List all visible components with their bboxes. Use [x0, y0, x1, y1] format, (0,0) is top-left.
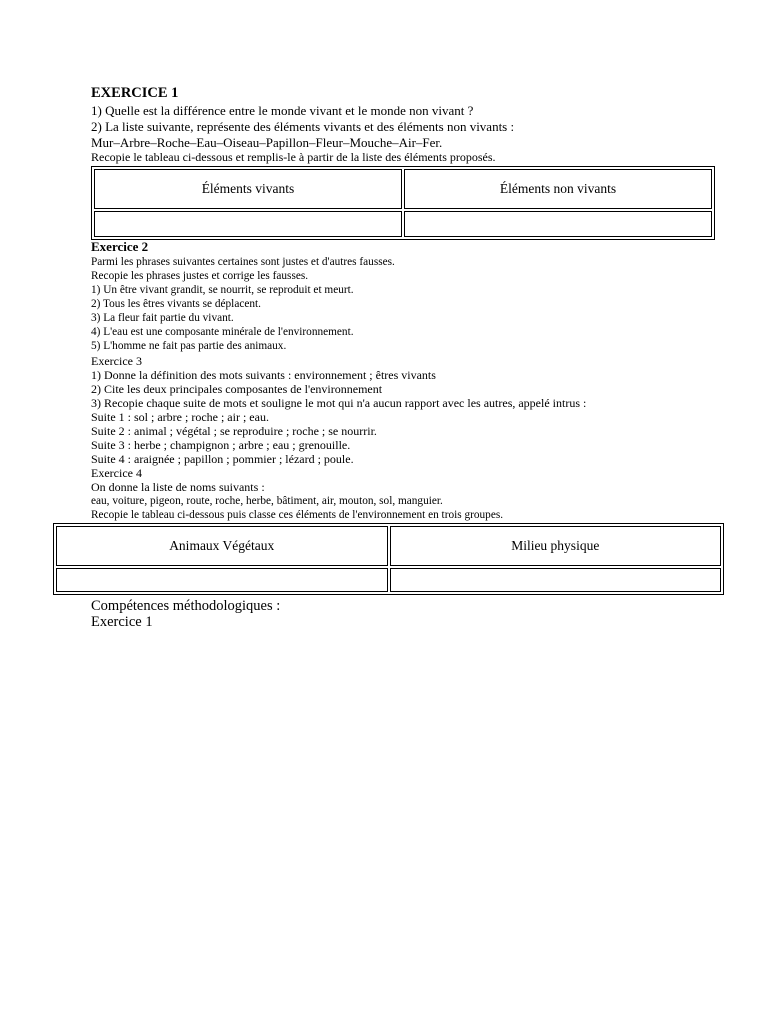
table-header-non-living: Éléments non vivants — [404, 169, 712, 209]
exercise1-instruction: Recopie le tableau ci-dessous et remplis-le à partir de la liste des éléments proposés. — [91, 150, 496, 164]
table-cell-animals-plants — [56, 568, 388, 592]
exercise3-suite: Suite 1 : sol ; arbre ; roche ; air ; eau. — [91, 410, 269, 424]
exercise4-title: Exercice 4 — [91, 466, 142, 480]
exercise1-table — [91, 166, 715, 240]
exercise2-item: 5) L'homme ne fait pas partie des animaux. — [91, 340, 287, 352]
table-cell-physical-environment — [390, 568, 722, 592]
exercise3-item: 1) Donne la définition des mots suivants : environnement ; êtres vivants — [91, 368, 436, 382]
exercise3-suite: Suite 4 : araignée ; papillon ; pommier ; lézard ; poule. — [91, 452, 354, 466]
exercise3-title: Exercice 3 — [91, 354, 142, 368]
exercise2-item: 3) La fleur fait partie du vivant. — [91, 312, 234, 324]
exercise4-list: eau, voiture, pigeon, route, roche, herbe, bâtiment, air, mouton, sol, manguier. — [91, 495, 443, 507]
exercise2-title: Exercice 2 — [91, 239, 149, 254]
exercise4-table — [53, 523, 724, 595]
exercise1-question-1: 1) Quelle est la différence entre le monde vivant et le monde non vivant ? — [91, 103, 474, 118]
exercise3-suite: Suite 2 : animal ; végétal ; se reproduire ; roche ; se nourrir. — [91, 424, 377, 438]
methodology-heading: Compétences méthodologiques : — [91, 598, 281, 614]
table-cell-non-living — [404, 211, 712, 237]
table-header-living: Éléments vivants — [94, 169, 402, 209]
exercise4-intro: On donne la liste de noms suivants : — [91, 480, 265, 494]
exercise3-item: 2) Cite les deux principales composantes de l'environnement — [91, 382, 383, 396]
table-empty-row — [94, 211, 712, 237]
methodology-exercise: Exercice 1 — [91, 614, 153, 630]
exercise1-question-2: 2) La liste suivante, représente des éléments vivants et des éléments non vivants : — [91, 119, 515, 134]
exercise3-suite: Suite 3 : herbe ; champignon ; arbre ; eau ; grenouille. — [91, 438, 351, 452]
table-header-animals-plants: Animaux Végétaux — [56, 526, 388, 566]
exercise2-instruction: Recopie les phrases justes et corrige les fausses. — [91, 270, 309, 282]
table-header-row — [94, 169, 712, 209]
exercise1-title: EXERCICE 1 — [91, 85, 179, 101]
table-header-physical-environment: Milieu physique — [390, 526, 722, 566]
exercise3-item: 3) Recopie chaque suite de mots et souligne le mot qui n'a aucun rapport avec les autres, appelé intrus : — [91, 396, 587, 410]
table-empty-row — [56, 568, 721, 592]
table-header-row — [56, 526, 721, 566]
table-cell-living — [94, 211, 402, 237]
exercise1-element-list: Mur–Arbre–Roche–Eau–Oiseau–Papillon–Fleur–Mouche–Air–Fer. — [91, 135, 443, 150]
exercise2-intro: Parmi les phrases suivantes certaines sont justes et d'autres fausses. — [91, 256, 395, 268]
exercise4-instruction: Recopie le tableau ci-dessous puis classe ces éléments de l'environnement en trois groupes. — [91, 509, 504, 521]
exercise2-item: 4) L'eau est une composante minérale de l'environnement. — [91, 326, 354, 338]
exercise2-item: 1) Un être vivant grandit, se nourrit, se reproduit et meurt. — [91, 284, 354, 296]
exercise2-item: 2) Tous les êtres vivants se déplacent. — [91, 298, 261, 310]
